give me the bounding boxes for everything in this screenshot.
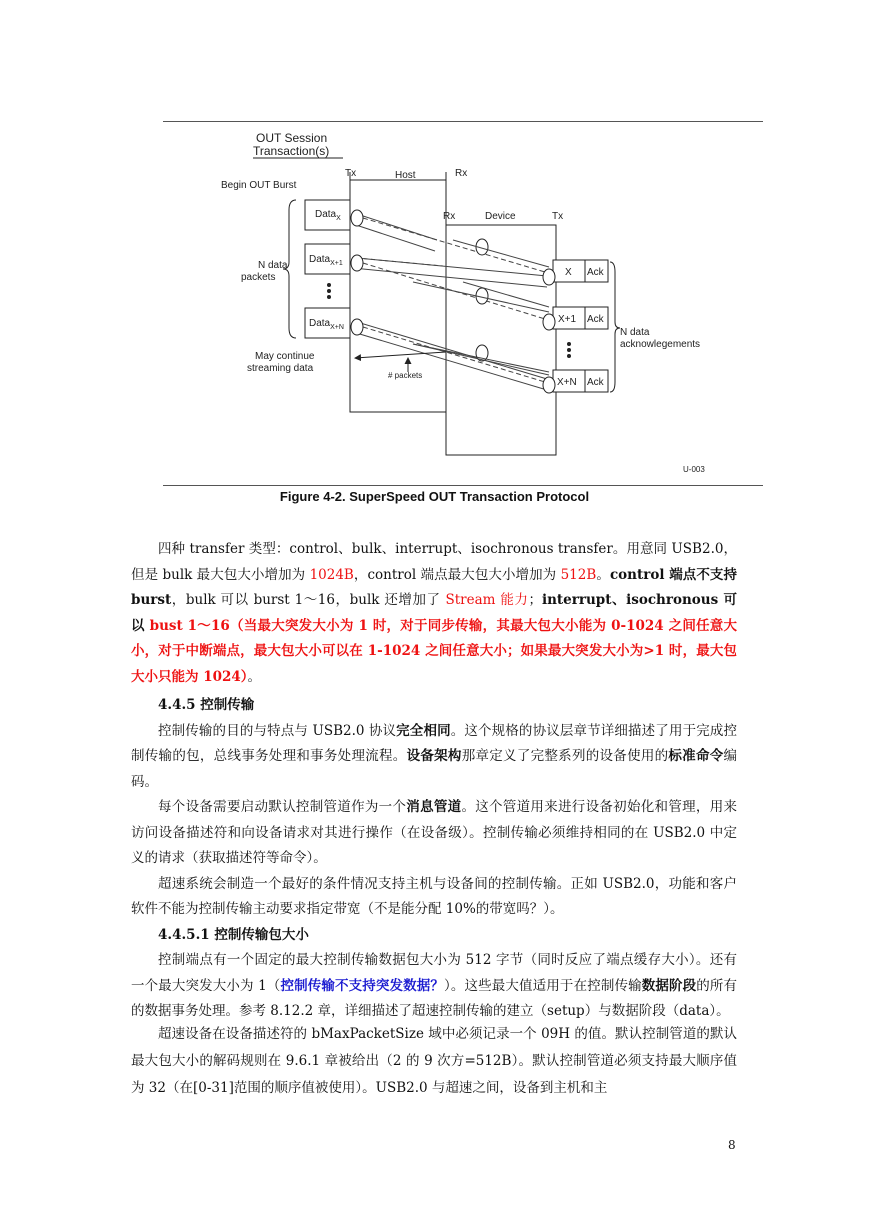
svg-text:X: X [565, 267, 572, 278]
figure-header-line2: Transaction(s) [253, 144, 330, 158]
svg-text:X+N: X+N [557, 377, 577, 388]
transfer-types-paragraph: 四种 transfer 类型：control、bulk、interrupt、isochronous transfer。用意同 USB2.0，但是 bulk 最大包大小增加为 1024B，control 端点最大包大小增加为 512B。control 端点不支持 burst，bulk 可以 burst 1～16，bulk 还增加了 Stream 能力；interrupt、isochronous 可以 bust 1～16（当最大突发大小为 1 时，对于同步传输，其最大包大小能为 0-1024 之间任意大小，对于中断端点，最大包大小可以在 1-1024 之间任意大小；如果最大突发大小为>1 时，最大包大小只能为 1024）。 [131, 541, 737, 685]
host-tx-label: Tx [345, 168, 357, 179]
data-packet-1 [305, 244, 350, 274]
figure-id: U-003 [683, 465, 705, 474]
ack-packet-1 [553, 307, 608, 329]
host-rx-label: Rx [455, 168, 468, 179]
host-label: Host [395, 170, 416, 181]
control-transfer-paragraph: 控制传输的目的与特点与 USB2.0 协议完全相同。这个规格的协议层章节详细描述了用于完成控制传输的包，总线事务处理和事务处理流程。设备架构那章定义了完整系列的设备使用的标准命令编码。 [131, 722, 738, 790]
data-packet-0 [305, 200, 350, 230]
figure-header-line1: OUT Session [256, 131, 328, 145]
device-label: Device [485, 211, 516, 222]
page-number: 8 [728, 1138, 736, 1152]
body-section-1 [131, 537, 737, 690]
device-box [446, 225, 556, 455]
n-data-label-1: N data [258, 260, 288, 271]
ack-packet-2 [553, 370, 608, 392]
figure-caption: Figure 4-2. SuperSpeed OUT Transaction Protocol [279, 489, 590, 504]
bandwidth-paragraph: 超速系统会制造一个最好的条件情况支持主机与设备间的控制传输。正如 USB2.0，功能和客户软件不能为控制传输主动要求指定带宽（不是能分配 10%的带宽吗？）。 [131, 875, 737, 917]
n-ack-label-1: N data [620, 327, 650, 338]
heading-4-4-5-1: 4.4.5.1 控制传输包大小 [158, 926, 309, 943]
device-rx-label: Rx [443, 211, 456, 222]
figure-bottom-rule [163, 485, 763, 486]
data-packet-2 [305, 308, 350, 338]
packet-size-paragraph: 控制端点有一个固定的最大控制传输数据包大小为 512 字节（同时反应了端点缓存大小）。还有一个最大突发大小为 1（控制传输不支持突发数据？）。这些最大值适用于在控制传输数据阶段的所有的数据事务处理。参考 8.12.2 章，详细描述了超速控制传输的建立（setup）与数据阶段（data）。 [131, 952, 738, 1019]
may-continue-label-2: streaming data [247, 363, 314, 374]
svg-text:DataX: Data$_X$ [315, 209, 341, 222]
out-transaction-figure [163, 122, 763, 492]
may-continue-label-1: May continue [255, 351, 315, 362]
svg-text:X+1: X+1 [558, 314, 577, 325]
max-packet-size-paragraph: 超速设备在设备描述符的 bMaxPacketSize 域中必须记录一个 09H 的值。默认控制管道的默认最大包大小的解码规则在 9.6.1 章被给出（2 的 9 次方=512B）。默认控制管道必须支持最大顺序值为 32（在[0-31]范围的顺序值被使用）。USB2.0 与超速之间，设备到主机和主 [131, 1026, 737, 1096]
ack-brace [610, 262, 620, 392]
begin-burst-label: Begin OUT Burst [221, 180, 297, 191]
packets-label: # packets [388, 371, 423, 380]
device-tx-label: Tx [552, 211, 564, 222]
svg-text:Ack: Ack [587, 314, 604, 325]
svg-text:Ack: Ack [587, 377, 604, 388]
message-pipe-paragraph: 每个设备需要启动默认控制管道作为一个消息管道。这个管道用来进行设备初始化和管理，用来访问设备描述符和向设备请求对其进行操作（在设备级）。控制传输必须维持相同的在 USB2.0 中定义的请求（获取描述符等命令）。 [131, 799, 738, 866]
svg-text:Ack: Ack [587, 267, 604, 278]
n-data-label-2: packets [241, 272, 276, 283]
svg-text:DataX+N: Data$_{X+N}$ [309, 318, 344, 331]
body-section-3 [131, 1021, 737, 1102]
body-section-2 [131, 693, 737, 1025]
heading-4-4-5: 4.4.5 控制传输 [158, 697, 255, 713]
ack-packet-0 [553, 260, 608, 282]
svg-text:DataX+1: Data$_{X+1}$ [309, 254, 343, 267]
n-ack-label-2: acknowlegements [620, 339, 701, 350]
